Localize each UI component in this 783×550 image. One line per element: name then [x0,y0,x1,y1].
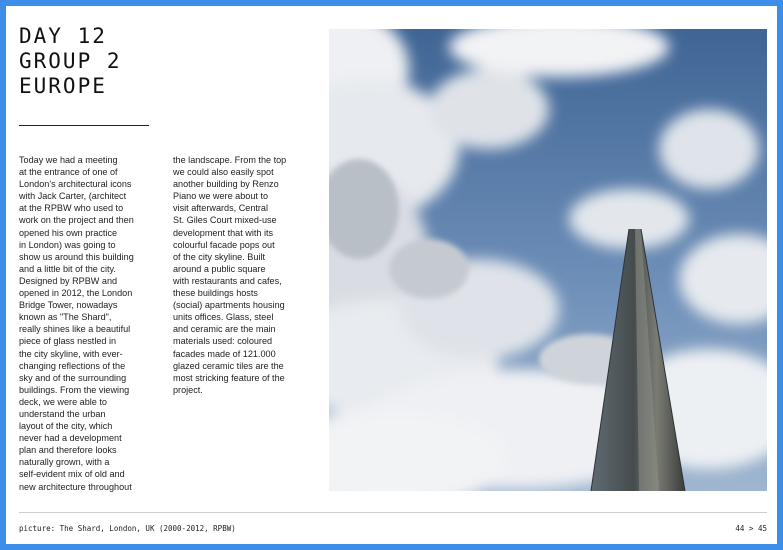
text-line: at the RPBW who used to [19,203,124,214]
text-line: layout of the city, which [19,421,113,432]
text-line: we could also easily spot [173,167,274,178]
text-line: development that with its [173,227,274,238]
text-line: another building by Renzo [173,179,279,190]
text-line: opened his own practice [19,227,118,238]
page-heading [19,24,122,99]
text-line: St. Giles Court mixed-use [173,215,277,226]
page-spread [6,6,777,544]
text-line: naturally grown, with a [19,457,110,468]
text-line: facades made of 121.000 [173,348,276,359]
text-line: London's architectural icons [19,179,132,190]
text-line: glazed ceramic tiles are the [173,360,284,371]
article-column-2 [173,154,305,396]
text-line: and a little bit of the city. [19,263,116,274]
text-line: known as "The Shard", [19,312,112,323]
text-line: Today we had a meeting [19,155,118,165]
text-line: colourful facade pops out [173,239,275,250]
text-line: the city skyline, with ever- [19,348,123,359]
text-line: these buildings hosts [173,288,258,299]
heading-divider [19,125,149,126]
text-line: opened in 2012, the London [19,288,133,299]
heading-line-group: GROUP 2 [19,49,122,73]
text-line: Bridge Tower, nowadays [19,300,118,311]
text-line: around a public square [173,263,266,274]
text-line: buildings. From the viewing [19,384,130,395]
text-line: visit afterwards, Central [173,203,269,214]
text-line: deck, we were able to [19,396,107,407]
footer-divider [19,512,767,513]
text-line: the landscape. From the top [173,155,287,165]
text-line: materials used: coloured [173,336,273,347]
text-line: show us around this building [19,251,134,262]
page-numbers: 44 > 45 [735,524,767,533]
text-line: in London) was going to [19,239,116,250]
text-line: understand the urban [19,408,106,419]
text-line: units offices. Glass, steel [173,312,274,323]
text-line: sky and of the surrounding [19,372,127,383]
photo-caption: picture: The Shard, London, UK (2000-2012, RPBW) [19,524,236,533]
article-column-1 [19,154,151,493]
text-line: (social) apartments housing [173,300,285,311]
text-line: never had a development [19,433,122,444]
text-line: and ceramic are the main [173,324,276,335]
text-line: with restaurants and cafes, [173,275,282,286]
text-line: piece of glass nestled in [19,336,117,347]
text-line: work on the project and then [19,215,134,226]
text-line: plan and therefore looks [19,445,117,456]
text-line: most stricking feature of the [173,372,285,383]
text-line: at the entrance of one of [19,167,118,178]
text-line: Designed by RPBW and [19,275,118,286]
heading-line-day: DAY 12 [19,24,107,48]
text-line: new architecture throughout [19,481,132,492]
heading-line-region: EUROPE [19,74,107,98]
text-line: changing reflections of the [19,360,126,371]
text-line: really shines like a beautiful [19,324,131,335]
text-line: project. [173,384,203,395]
text-line: with Jack Carter, (architect [19,191,127,202]
shard-photo [329,29,767,491]
text-line: Piano we were about to [173,191,269,202]
text-line: of the city skyline. Built [173,251,265,262]
text-line: self-evident mix of old and [19,469,125,480]
